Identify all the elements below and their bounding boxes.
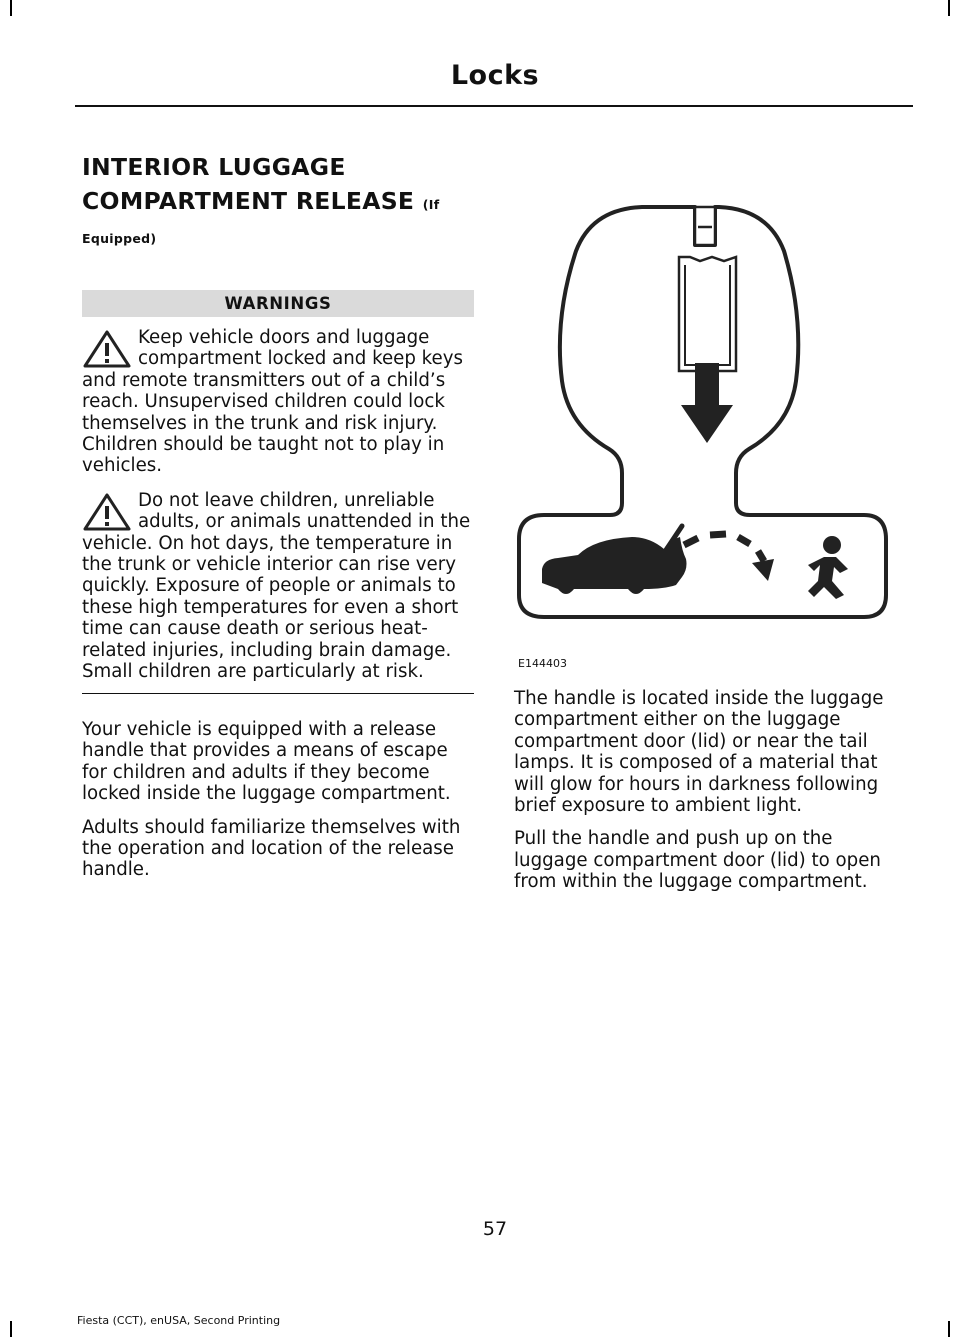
warnings-end-rule <box>82 693 474 695</box>
crop-mark <box>10 1321 12 1337</box>
figure-code: E144403 <box>518 657 567 670</box>
body-paragraph: Pull the handle and push up on the luggage compartment door (lid) to open from within the luggage compartment. <box>514 828 881 893</box>
section-title <box>82 150 474 252</box>
crop-mark <box>10 0 12 16</box>
section-title-suffix: (If <box>422 197 440 212</box>
release-handle-figure <box>514 203 894 623</box>
crop-mark <box>948 0 950 16</box>
warning-item <box>82 490 474 683</box>
left-column <box>82 150 474 881</box>
warnings-header: WARNINGS <box>82 290 474 317</box>
page-header-title: Locks <box>450 60 540 91</box>
page-number: 57 <box>482 1218 508 1240</box>
crop-mark <box>948 1321 950 1337</box>
footer-text: Fiesta (CCT), enUSA, Second Printing <box>77 1314 281 1327</box>
warning-text: Keep vehicle doors and luggage compartment locked and keep keys and remote transmitters out of a child’s reach. Unsupervised children could lock themselves in the trunk and risk injury. Children should be taught not to play in vehicles. <box>82 327 463 477</box>
warning-triangle-icon <box>82 329 132 369</box>
right-column <box>514 688 910 893</box>
warning-triangle-icon <box>82 492 132 532</box>
warning-item <box>82 327 474 477</box>
section-title-suffix-2: Equipped) <box>82 231 157 246</box>
body-paragraph: The handle is located inside the luggage compartment either on the luggage compartment door (lid) or near the tail lamps. It is composed of a material that will glow for hours in darkness following brief exposure to ambient light. <box>514 688 884 817</box>
section-title-main: INTERIOR LUGGAGE COMPARTMENT RELEASE <box>82 153 415 215</box>
header-rule <box>75 105 913 107</box>
body-paragraph: Your vehicle is equipped with a release handle that provides a means of escape for children and adults if they become locked inside the luggage compartment. <box>82 719 451 805</box>
body-paragraph: Adults should familiarize themselves with the operation and location of the release handle. <box>82 816 461 881</box>
warning-text: Do not leave children, unreliable adults, or animals unattended in the vehicle. On hot days, the temperature in the trunk or vehicle interior can rise very quickly. Exposure of people or animals to these high temperatures for even a short time can cause death or serious heat-related injuries, including brain damage. Small children are particularly at risk. <box>82 489 471 683</box>
